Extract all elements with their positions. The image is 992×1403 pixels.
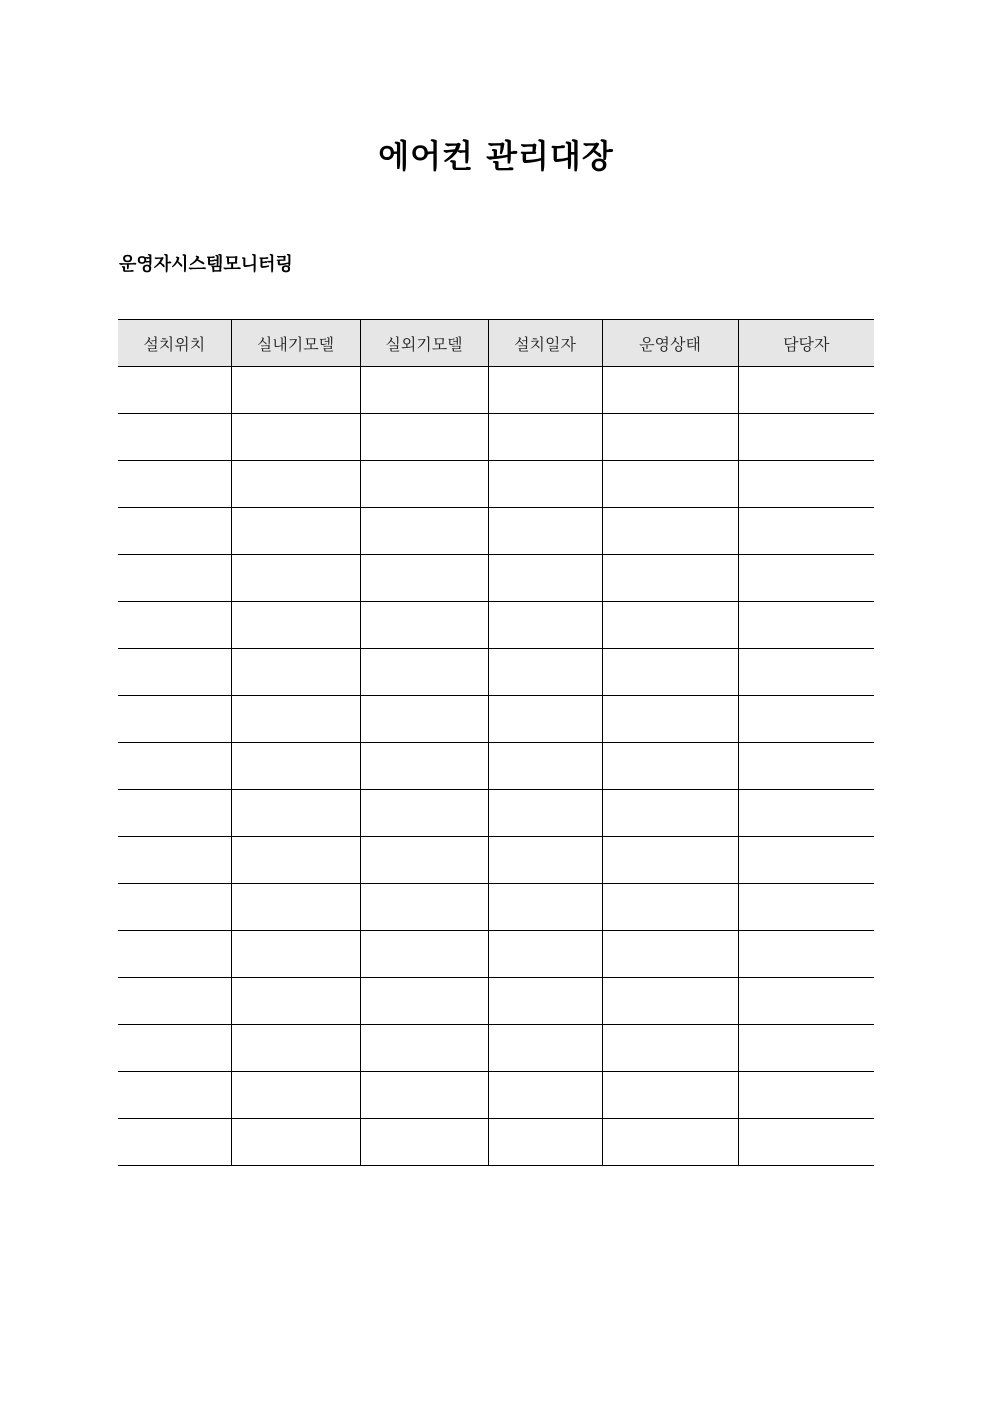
column-header-outdoor-model: 실외기모델 — [360, 320, 488, 367]
cell-install-location[interactable] — [118, 696, 231, 743]
cell-install-location[interactable] — [118, 461, 231, 508]
cell-operation-status[interactable] — [602, 555, 738, 602]
cell-operation-status[interactable] — [602, 1119, 738, 1166]
cell-operation-status[interactable] — [602, 696, 738, 743]
cell-manager[interactable] — [738, 602, 874, 649]
cell-indoor-model[interactable] — [231, 1119, 360, 1166]
cell-manager[interactable] — [738, 931, 874, 978]
cell-operation-status[interactable] — [602, 602, 738, 649]
table-row — [118, 931, 874, 978]
table-row — [118, 649, 874, 696]
cell-outdoor-model[interactable] — [360, 743, 488, 790]
cell-manager[interactable] — [738, 884, 874, 931]
cell-install-location[interactable] — [118, 931, 231, 978]
cell-outdoor-model[interactable] — [360, 1119, 488, 1166]
cell-outdoor-model[interactable] — [360, 555, 488, 602]
cell-indoor-model[interactable] — [231, 1072, 360, 1119]
cell-operation-status[interactable] — [602, 649, 738, 696]
cell-manager[interactable] — [738, 508, 874, 555]
table-row — [118, 696, 874, 743]
cell-indoor-model[interactable] — [231, 649, 360, 696]
cell-install-date[interactable] — [488, 602, 602, 649]
cell-install-date[interactable] — [488, 461, 602, 508]
cell-install-date[interactable] — [488, 1025, 602, 1072]
column-header-install-location: 설치위치 — [118, 320, 231, 367]
cell-install-location[interactable] — [118, 414, 231, 461]
table-row — [118, 461, 874, 508]
section-title: 운영자시스템모니터링 — [119, 254, 293, 275]
table-row — [118, 790, 874, 837]
cell-operation-status[interactable] — [602, 367, 738, 414]
column-header-manager: 담당자 — [738, 320, 874, 367]
cell-install-location[interactable] — [118, 1072, 231, 1119]
cell-indoor-model[interactable] — [231, 743, 360, 790]
table-row — [118, 367, 874, 414]
table-row — [118, 1025, 874, 1072]
cell-indoor-model[interactable] — [231, 508, 360, 555]
table-row — [118, 884, 874, 931]
cell-operation-status[interactable] — [602, 461, 738, 508]
cell-indoor-model[interactable] — [231, 461, 360, 508]
cell-outdoor-model[interactable] — [360, 696, 488, 743]
cell-outdoor-model[interactable] — [360, 367, 488, 414]
cell-install-date[interactable] — [488, 696, 602, 743]
cell-outdoor-model[interactable] — [360, 1072, 488, 1119]
cell-operation-status[interactable] — [602, 837, 738, 884]
cell-manager[interactable] — [738, 461, 874, 508]
cell-install-date[interactable] — [488, 978, 602, 1025]
table-row — [118, 602, 874, 649]
table-row — [118, 1072, 874, 1119]
cell-indoor-model[interactable] — [231, 978, 360, 1025]
cell-install-date[interactable] — [488, 743, 602, 790]
column-header-install-date: 설치일자 — [488, 320, 602, 367]
cell-indoor-model[interactable] — [231, 931, 360, 978]
cell-outdoor-model[interactable] — [360, 978, 488, 1025]
cell-install-location[interactable] — [118, 602, 231, 649]
document-title: 에어컨 관리대장 — [378, 137, 614, 175]
cell-install-location[interactable] — [118, 884, 231, 931]
cell-operation-status[interactable] — [602, 790, 738, 837]
cell-install-location[interactable] — [118, 1025, 231, 1072]
cell-manager[interactable] — [738, 837, 874, 884]
cell-manager[interactable] — [738, 790, 874, 837]
table-row — [118, 414, 874, 461]
cell-operation-status[interactable] — [602, 1025, 738, 1072]
cell-operation-status[interactable] — [602, 978, 738, 1025]
cell-outdoor-model[interactable] — [360, 602, 488, 649]
cell-manager[interactable] — [738, 367, 874, 414]
cell-install-location[interactable] — [118, 1119, 231, 1166]
table-row — [118, 837, 874, 884]
cell-indoor-model[interactable] — [231, 1025, 360, 1072]
cell-manager[interactable] — [738, 1025, 874, 1072]
cell-indoor-model[interactable] — [231, 555, 360, 602]
column-header-indoor-model: 실내기모델 — [231, 320, 360, 367]
cell-install-location[interactable] — [118, 649, 231, 696]
cell-outdoor-model[interactable] — [360, 508, 488, 555]
aircon-ledger-table — [118, 319, 874, 1166]
table-row — [118, 555, 874, 602]
cell-outdoor-model[interactable] — [360, 1025, 488, 1072]
cell-manager[interactable] — [738, 649, 874, 696]
cell-outdoor-model[interactable] — [360, 414, 488, 461]
cell-outdoor-model[interactable] — [360, 837, 488, 884]
cell-indoor-model[interactable] — [231, 790, 360, 837]
cell-manager[interactable] — [738, 555, 874, 602]
cell-operation-status[interactable] — [602, 884, 738, 931]
cell-install-location[interactable] — [118, 743, 231, 790]
table-body — [118, 367, 874, 1166]
cell-install-location[interactable] — [118, 555, 231, 602]
cell-indoor-model[interactable] — [231, 884, 360, 931]
cell-install-date[interactable] — [488, 837, 602, 884]
cell-install-location[interactable] — [118, 367, 231, 414]
cell-manager[interactable] — [738, 414, 874, 461]
cell-manager[interactable] — [738, 696, 874, 743]
cell-install-location[interactable] — [118, 978, 231, 1025]
cell-install-date[interactable] — [488, 931, 602, 978]
cell-install-location[interactable] — [118, 837, 231, 884]
table-row — [118, 743, 874, 790]
table-row — [118, 508, 874, 555]
cell-install-date[interactable] — [488, 1072, 602, 1119]
cell-install-date[interactable] — [488, 555, 602, 602]
cell-operation-status[interactable] — [602, 931, 738, 978]
cell-operation-status[interactable] — [602, 508, 738, 555]
table-row — [118, 978, 874, 1025]
column-header-operation-status: 운영상태 — [602, 320, 738, 367]
cell-outdoor-model[interactable] — [360, 790, 488, 837]
cell-install-date[interactable] — [488, 508, 602, 555]
cell-indoor-model[interactable] — [231, 696, 360, 743]
cell-install-date[interactable] — [488, 649, 602, 696]
cell-outdoor-model[interactable] — [360, 649, 488, 696]
table-row — [118, 1119, 874, 1166]
cell-outdoor-model[interactable] — [360, 884, 488, 931]
cell-install-location[interactable] — [118, 508, 231, 555]
table-header-row — [118, 320, 874, 367]
cell-manager[interactable] — [738, 1072, 874, 1119]
cell-install-date[interactable] — [488, 367, 602, 414]
cell-indoor-model[interactable] — [231, 837, 360, 884]
cell-operation-status[interactable] — [602, 1072, 738, 1119]
cell-install-date[interactable] — [488, 884, 602, 931]
cell-install-date[interactable] — [488, 790, 602, 837]
cell-install-location[interactable] — [118, 790, 231, 837]
cell-manager[interactable] — [738, 978, 874, 1025]
cell-install-date[interactable] — [488, 414, 602, 461]
cell-indoor-model[interactable] — [231, 602, 360, 649]
cell-install-date[interactable] — [488, 1119, 602, 1166]
cell-operation-status[interactable] — [602, 743, 738, 790]
cell-outdoor-model[interactable] — [360, 461, 488, 508]
cell-operation-status[interactable] — [602, 414, 738, 461]
cell-outdoor-model[interactable] — [360, 931, 488, 978]
cell-indoor-model[interactable] — [231, 414, 360, 461]
cell-manager[interactable] — [738, 1119, 874, 1166]
cell-indoor-model[interactable] — [231, 367, 360, 414]
cell-manager[interactable] — [738, 743, 874, 790]
